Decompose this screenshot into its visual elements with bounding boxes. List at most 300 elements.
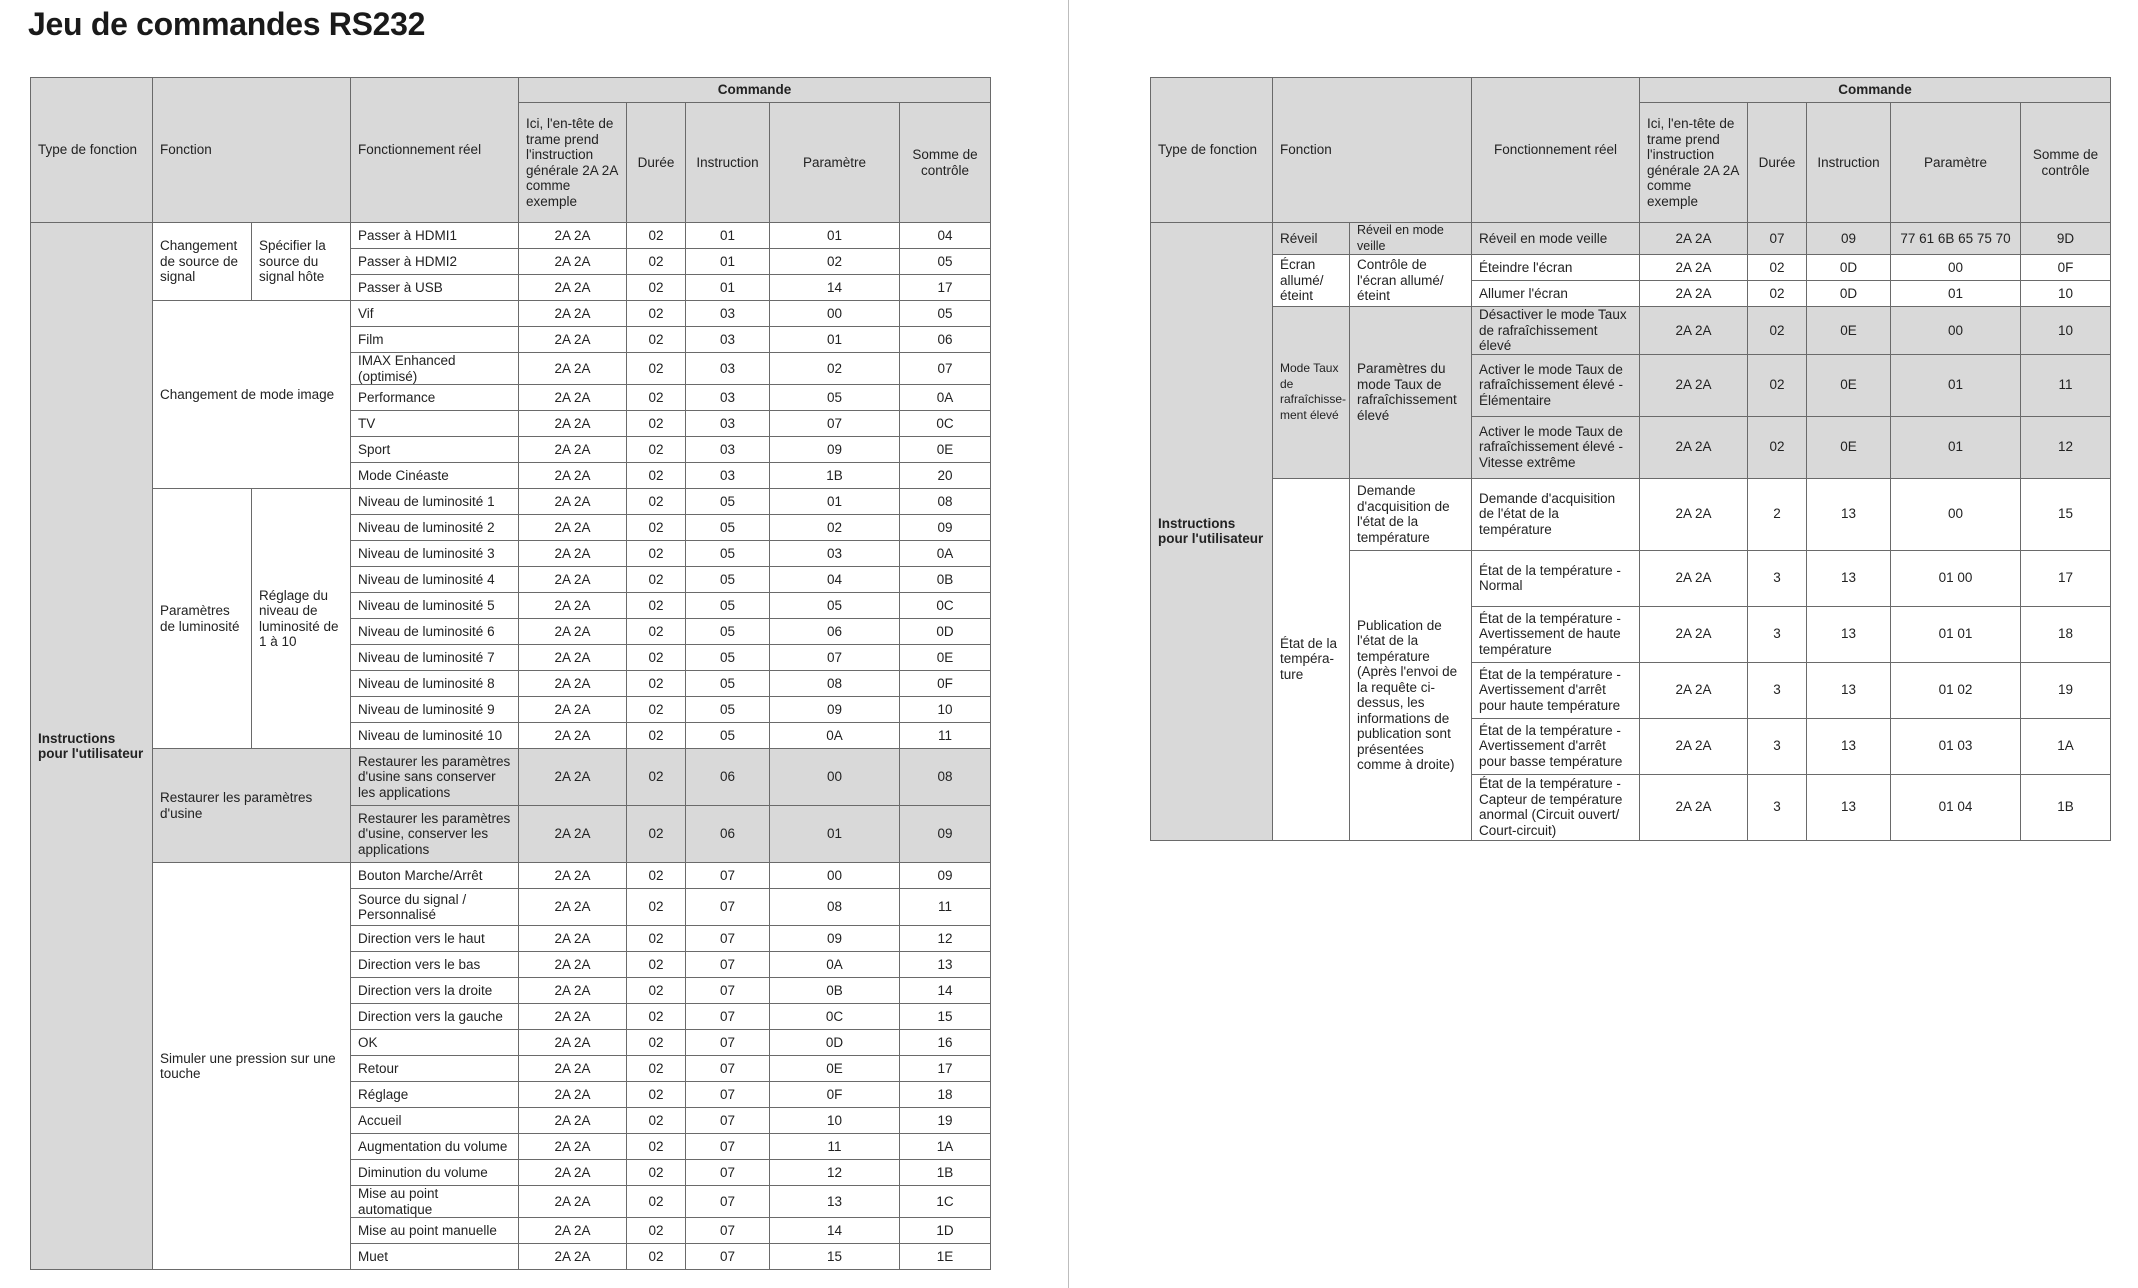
parameter-cell: 01 — [770, 327, 900, 353]
checksum-cell: 0C — [900, 411, 991, 437]
checksum-cell: 15 — [900, 1004, 991, 1030]
duration-cell: 02 — [627, 619, 686, 645]
checksum-cell: 17 — [900, 275, 991, 301]
header-bytes-cell: 2A 2A — [1640, 416, 1748, 478]
duration-cell: 02 — [627, 385, 686, 411]
operation-cell: Passer à HDMI2 — [351, 249, 519, 275]
checksum-cell: 05 — [900, 301, 991, 327]
parameter-cell: 0E — [770, 1056, 900, 1082]
function-cell: Réveil — [1273, 223, 1350, 255]
header-commande: Commande — [1640, 78, 2111, 103]
checksum-cell: 1C — [900, 1186, 991, 1218]
operation-cell: Direction vers le bas — [351, 952, 519, 978]
type-cell: Instructions pour l'utilisateur — [31, 223, 153, 1270]
table-row — [31, 749, 991, 806]
function-cell: Restaurer les paramètres d'usine — [153, 749, 351, 863]
instruction-cell: 09 — [1807, 223, 1891, 255]
parameter-cell: 09 — [770, 437, 900, 463]
header-bytes-cell: 2A 2A — [519, 1218, 627, 1244]
parameter-cell: 0A — [770, 723, 900, 749]
parameter-cell: 02 — [770, 353, 900, 385]
operation-cell: Niveau de luminosité 2 — [351, 515, 519, 541]
subfunction-cell: Réveil en mode veille — [1350, 223, 1472, 255]
operation-cell: Direction vers la droite — [351, 978, 519, 1004]
checksum-cell: 20 — [900, 463, 991, 489]
header-bytes-cell: 2A 2A — [1640, 662, 1748, 718]
checksum-cell: 1D — [900, 1218, 991, 1244]
duration-cell: 02 — [627, 645, 686, 671]
header-bytes-cell: 2A 2A — [519, 806, 627, 863]
checksum-cell: 12 — [900, 926, 991, 952]
parameter-cell: 0D — [770, 1030, 900, 1056]
parameter-cell: 01 — [1891, 354, 2021, 416]
duration-cell: 02 — [627, 1218, 686, 1244]
checksum-cell: 0A — [900, 541, 991, 567]
parameter-cell: 00 — [1891, 255, 2021, 281]
checksum-cell: 11 — [900, 889, 991, 926]
operation-cell: Demande d'acquisition de l'état de la température — [1472, 478, 1640, 550]
subfunction-cell: Contrôle de l'écran allumé/éteint — [1350, 255, 1472, 307]
instruction-cell: 13 — [1807, 662, 1891, 718]
duration-cell: 07 — [1748, 223, 1807, 255]
header-bytes-cell: 2A 2A — [519, 1004, 627, 1030]
parameter-cell: 02 — [770, 515, 900, 541]
header-bytes-cell: 2A 2A — [519, 671, 627, 697]
parameter-cell: 07 — [770, 645, 900, 671]
instruction-cell: 0E — [1807, 354, 1891, 416]
duration-cell: 2 — [1748, 478, 1807, 550]
parameter-cell: 01 00 — [1891, 550, 2021, 606]
instruction-cell: 05 — [686, 671, 770, 697]
parameter-cell: 01 04 — [1891, 774, 2021, 840]
operation-cell: IMAX Enhanced (optimisé) — [351, 353, 519, 385]
parameter-cell: 01 01 — [1891, 606, 2021, 662]
function-cell: Écran allumé/ éteint — [1273, 255, 1350, 307]
header-bytes-cell: 2A 2A — [519, 697, 627, 723]
duration-cell: 02 — [1748, 354, 1807, 416]
header-type: Type de fonction — [1151, 78, 1273, 223]
header-duree: Durée — [1748, 103, 1807, 223]
checksum-cell: 0D — [900, 619, 991, 645]
operation-cell: Retour — [351, 1056, 519, 1082]
parameter-cell: 0B — [770, 978, 900, 1004]
header-duree: Durée — [627, 103, 686, 223]
subfunction-cell: Demande d'acquisition de l'état de la température — [1350, 478, 1472, 550]
operation-cell: Source du signal / Personnalisé — [351, 889, 519, 926]
parameter-cell: 01 03 — [1891, 718, 2021, 774]
header-bytes-cell: 2A 2A — [519, 489, 627, 515]
header-bytes-cell: 2A 2A — [519, 249, 627, 275]
parameter-cell: 00 — [770, 301, 900, 327]
duration-cell: 02 — [627, 411, 686, 437]
duration-cell: 02 — [627, 515, 686, 541]
header-bytes-cell: 2A 2A — [519, 1134, 627, 1160]
parameter-cell: 13 — [770, 1186, 900, 1218]
parameter-cell: 15 — [770, 1244, 900, 1270]
table-row — [31, 863, 991, 889]
header-bytes-cell: 2A 2A — [1640, 718, 1748, 774]
duration-cell: 02 — [627, 1004, 686, 1030]
instruction-cell: 01 — [686, 249, 770, 275]
header-bytes-cell: 2A 2A — [519, 353, 627, 385]
instruction-cell: 07 — [686, 889, 770, 926]
instruction-cell: 03 — [686, 301, 770, 327]
checksum-cell: 1E — [900, 1244, 991, 1270]
checksum-cell: 1A — [900, 1134, 991, 1160]
header-bytes-cell: 2A 2A — [519, 952, 627, 978]
parameter-cell: 01 — [1891, 281, 2021, 307]
table-row — [31, 301, 991, 327]
instruction-cell: 03 — [686, 437, 770, 463]
instruction-cell: 07 — [686, 1218, 770, 1244]
duration-cell: 02 — [627, 1030, 686, 1056]
table-row — [1151, 223, 2111, 255]
instruction-cell: 07 — [686, 1108, 770, 1134]
duration-cell: 02 — [1748, 255, 1807, 281]
header-bytes-cell: 2A 2A — [519, 1244, 627, 1270]
duration-cell: 02 — [1748, 281, 1807, 307]
duration-cell: 02 — [1748, 416, 1807, 478]
header-bytes-cell: 2A 2A — [519, 463, 627, 489]
type-cell: Instructions pour l'utilisateur — [1151, 223, 1273, 841]
instruction-cell: 05 — [686, 593, 770, 619]
header-bytes-cell: 2A 2A — [519, 437, 627, 463]
header-bytes-cell: 2A 2A — [519, 275, 627, 301]
header-bytes-cell: 2A 2A — [519, 541, 627, 567]
checksum-cell: 0F — [2021, 255, 2111, 281]
command-table-left — [30, 77, 991, 1270]
checksum-cell: 16 — [900, 1030, 991, 1056]
duration-cell: 02 — [627, 567, 686, 593]
header-bytes-cell: 2A 2A — [519, 978, 627, 1004]
header-fonction: Fonction — [1273, 78, 1472, 223]
duration-cell: 02 — [627, 1134, 686, 1160]
parameter-cell: 01 — [1891, 416, 2021, 478]
instruction-cell: 13 — [1807, 774, 1891, 840]
instruction-cell: 07 — [686, 926, 770, 952]
instruction-cell: 01 — [686, 275, 770, 301]
instruction-cell: 0E — [1807, 307, 1891, 355]
header-bytes-cell: 2A 2A — [1640, 281, 1748, 307]
operation-cell: Bouton Marche/Arrêt — [351, 863, 519, 889]
operation-cell: Niveau de luminosité 1 — [351, 489, 519, 515]
header-somme: Somme de contrôle — [2021, 103, 2111, 223]
subfunction-cell: Paramètres du mode Taux de rafraîchissement élevé — [1350, 307, 1472, 479]
instruction-cell: 03 — [686, 385, 770, 411]
checksum-cell: 17 — [900, 1056, 991, 1082]
operation-cell: État de la température - Avertissement d'arrêt pour haute température — [1472, 662, 1640, 718]
header-bytes-cell: 2A 2A — [519, 327, 627, 353]
operation-cell: Mise au point manuelle — [351, 1218, 519, 1244]
duration-cell: 02 — [627, 952, 686, 978]
checksum-cell: 12 — [2021, 416, 2111, 478]
header-bytes-cell: 2A 2A — [519, 1186, 627, 1218]
header-bytes-cell: 2A 2A — [519, 863, 627, 889]
checksum-cell: 10 — [2021, 307, 2111, 355]
duration-cell: 02 — [627, 541, 686, 567]
operation-cell: Niveau de luminosité 4 — [351, 567, 519, 593]
function-cell: Mode Taux de rafraîchisse- ment élevé — [1273, 307, 1350, 479]
parameter-cell: 00 — [770, 863, 900, 889]
instruction-cell: 05 — [686, 541, 770, 567]
operation-cell: Niveau de luminosité 8 — [351, 671, 519, 697]
parameter-cell: 00 — [1891, 478, 2021, 550]
parameter-cell: 07 — [770, 411, 900, 437]
duration-cell: 02 — [627, 806, 686, 863]
checksum-cell: 10 — [2021, 281, 2111, 307]
operation-cell: Mode Cinéaste — [351, 463, 519, 489]
header-bytes-cell: 2A 2A — [1640, 774, 1748, 840]
checksum-cell: 1B — [2021, 774, 2111, 840]
header-bytes-cell: 2A 2A — [519, 515, 627, 541]
instruction-cell: 07 — [686, 1160, 770, 1186]
header-bytes-cell: 2A 2A — [519, 385, 627, 411]
parameter-cell: 1B — [770, 463, 900, 489]
instruction-cell: 0D — [1807, 281, 1891, 307]
operation-cell: Diminution du volume — [351, 1160, 519, 1186]
header-bytes-cell: 2A 2A — [1640, 223, 1748, 255]
checksum-cell: 07 — [900, 353, 991, 385]
duration-cell: 02 — [627, 889, 686, 926]
header-bytes-cell: 2A 2A — [519, 926, 627, 952]
checksum-cell: 9D — [2021, 223, 2111, 255]
instruction-cell: 05 — [686, 645, 770, 671]
subfunction-cell: Publication de l'état de la température (Après l'envoi de la requête ci-dessus, les informations de publication sont présentées comme à droite) — [1350, 550, 1472, 840]
checksum-cell: 10 — [900, 697, 991, 723]
duration-cell: 02 — [627, 1082, 686, 1108]
operation-cell: Augmentation du volume — [351, 1134, 519, 1160]
checksum-cell: 19 — [900, 1108, 991, 1134]
checksum-cell: 11 — [900, 723, 991, 749]
instruction-cell: 07 — [686, 952, 770, 978]
header-reel: Fonctionnement réel — [1472, 78, 1640, 223]
parameter-cell: 01 — [770, 223, 900, 249]
header-parametre: Paramètre — [1891, 103, 2021, 223]
checksum-cell: 08 — [900, 489, 991, 515]
header-instruction: Instruction — [686, 103, 770, 223]
checksum-cell: 18 — [900, 1082, 991, 1108]
instruction-cell: 03 — [686, 463, 770, 489]
page-divider — [1068, 0, 1069, 1288]
operation-cell: Niveau de luminosité 10 — [351, 723, 519, 749]
operation-cell: Activer le mode Taux de rafraîchissement élevé - Élémentaire — [1472, 354, 1640, 416]
table-row — [31, 489, 991, 515]
checksum-cell: 09 — [900, 515, 991, 541]
instruction-cell: 07 — [686, 978, 770, 1004]
parameter-cell: 06 — [770, 619, 900, 645]
header-bytes-cell: 2A 2A — [519, 411, 627, 437]
parameter-cell: 01 — [770, 806, 900, 863]
duration-cell: 02 — [627, 749, 686, 806]
duration-cell: 02 — [627, 1056, 686, 1082]
header-bytes-cell: 2A 2A — [519, 1108, 627, 1134]
header-bytes-cell: 2A 2A — [519, 593, 627, 619]
operation-cell: Niveau de luminosité 7 — [351, 645, 519, 671]
header-bytes-cell: 2A 2A — [519, 1056, 627, 1082]
duration-cell: 02 — [627, 1186, 686, 1218]
checksum-cell: 06 — [900, 327, 991, 353]
parameter-cell: 08 — [770, 671, 900, 697]
instruction-cell: 07 — [686, 1004, 770, 1030]
table-row — [31, 223, 991, 249]
duration-cell: 02 — [627, 978, 686, 1004]
checksum-cell: 05 — [900, 249, 991, 275]
parameter-cell: 14 — [770, 1218, 900, 1244]
operation-cell: Mise au point automatique — [351, 1186, 519, 1218]
instruction-cell: 06 — [686, 806, 770, 863]
instruction-cell: 0D — [1807, 255, 1891, 281]
header-bytes-cell: 2A 2A — [519, 645, 627, 671]
checksum-cell: 1B — [900, 1160, 991, 1186]
duration-cell: 02 — [627, 275, 686, 301]
header-bytes-cell: 2A 2A — [1640, 606, 1748, 662]
instruction-cell: 03 — [686, 353, 770, 385]
instruction-cell: 07 — [686, 1186, 770, 1218]
header-entete: Ici, l'en-tête de trame prend l'instruction générale 2A 2A comme exemple — [1640, 103, 1748, 223]
header-bytes-cell: 2A 2A — [519, 723, 627, 749]
instruction-cell: 07 — [686, 1056, 770, 1082]
checksum-cell: 08 — [900, 749, 991, 806]
header-bytes-cell: 2A 2A — [1640, 550, 1748, 606]
instruction-cell: 13 — [1807, 606, 1891, 662]
checksum-cell: 17 — [2021, 550, 2111, 606]
parameter-cell: 0A — [770, 952, 900, 978]
operation-cell: Passer à HDMI1 — [351, 223, 519, 249]
instruction-cell: 05 — [686, 567, 770, 593]
duration-cell: 02 — [627, 301, 686, 327]
duration-cell: 02 — [627, 353, 686, 385]
duration-cell: 02 — [627, 863, 686, 889]
header-fonction: Fonction — [153, 78, 351, 223]
duration-cell: 02 — [627, 223, 686, 249]
parameter-cell: 00 — [770, 749, 900, 806]
checksum-cell: 09 — [900, 806, 991, 863]
parameter-cell: 00 — [1891, 307, 2021, 355]
table-row — [1151, 255, 2111, 281]
header-bytes-cell: 2A 2A — [519, 223, 627, 249]
parameter-cell: 12 — [770, 1160, 900, 1186]
operation-cell: Restaurer les paramètres d'usine sans conserver les applications — [351, 749, 519, 806]
instruction-cell: 13 — [1807, 550, 1891, 606]
operation-cell: État de la température - Capteur de température anormal (Circuit ouvert/ Court-circuit) — [1472, 774, 1640, 840]
duration-cell: 02 — [627, 327, 686, 353]
checksum-cell: 0C — [900, 593, 991, 619]
parameter-cell: 11 — [770, 1134, 900, 1160]
operation-cell: Accueil — [351, 1108, 519, 1134]
duration-cell: 3 — [1748, 606, 1807, 662]
header-bytes-cell: 2A 2A — [519, 567, 627, 593]
parameter-cell: 05 — [770, 593, 900, 619]
duration-cell: 02 — [627, 1108, 686, 1134]
duration-cell: 02 — [627, 1244, 686, 1270]
header-reel: Fonctionnement réel — [351, 78, 519, 223]
instruction-cell: 13 — [1807, 478, 1891, 550]
checksum-cell: 19 — [2021, 662, 2111, 718]
header-bytes-cell: 2A 2A — [519, 1030, 627, 1056]
checksum-cell: 0A — [900, 385, 991, 411]
operation-cell: TV — [351, 411, 519, 437]
instruction-cell: 06 — [686, 749, 770, 806]
header-entete: Ici, l'en-tête de trame prend l'instruction générale 2A 2A comme exemple — [519, 103, 627, 223]
header-bytes-cell: 2A 2A — [519, 1082, 627, 1108]
parameter-cell: 0C — [770, 1004, 900, 1030]
instruction-cell: 01 — [686, 223, 770, 249]
parameter-cell: 01 — [770, 489, 900, 515]
parameter-cell: 01 02 — [1891, 662, 2021, 718]
instruction-cell: 03 — [686, 411, 770, 437]
function-cell: État de la tempéra- ture — [1273, 478, 1350, 840]
operation-cell: OK — [351, 1030, 519, 1056]
operation-cell: Allumer l'écran — [1472, 281, 1640, 307]
checksum-cell: 11 — [2021, 354, 2111, 416]
operation-cell: État de la température - Avertissement de haute température — [1472, 606, 1640, 662]
header-bytes-cell: 2A 2A — [519, 1160, 627, 1186]
operation-cell: Direction vers le haut — [351, 926, 519, 952]
operation-cell: Activer le mode Taux de rafraîchissement élevé - Vitesse extrême — [1472, 416, 1640, 478]
duration-cell: 3 — [1748, 662, 1807, 718]
checksum-cell: 09 — [900, 863, 991, 889]
duration-cell: 02 — [627, 723, 686, 749]
header-instruction: Instruction — [1807, 103, 1891, 223]
instruction-cell: 05 — [686, 697, 770, 723]
parameter-cell: 05 — [770, 385, 900, 411]
checksum-cell: 1A — [2021, 718, 2111, 774]
parameter-cell: 02 — [770, 249, 900, 275]
table-row — [1151, 478, 2111, 550]
header-bytes-cell: 2A 2A — [519, 301, 627, 327]
checksum-cell: 04 — [900, 223, 991, 249]
duration-cell: 3 — [1748, 774, 1807, 840]
header-commande: Commande — [519, 78, 991, 103]
instruction-cell: 13 — [1807, 718, 1891, 774]
operation-cell: Réglage — [351, 1082, 519, 1108]
operation-cell: Performance — [351, 385, 519, 411]
instruction-cell: 05 — [686, 489, 770, 515]
parameter-cell: 03 — [770, 541, 900, 567]
operation-cell: Éteindre l'écran — [1472, 255, 1640, 281]
header-bytes-cell: 2A 2A — [519, 749, 627, 806]
operation-cell: Film — [351, 327, 519, 353]
duration-cell: 3 — [1748, 550, 1807, 606]
operation-cell: Passer à USB — [351, 275, 519, 301]
function-cell: Simuler une pression sur une touche — [153, 863, 351, 1270]
instruction-cell: 05 — [686, 515, 770, 541]
parameter-cell: 09 — [770, 926, 900, 952]
instruction-cell: 05 — [686, 619, 770, 645]
parameter-cell: 10 — [770, 1108, 900, 1134]
instruction-cell: 07 — [686, 863, 770, 889]
operation-cell: Direction vers la gauche — [351, 1004, 519, 1030]
checksum-cell: 13 — [900, 952, 991, 978]
operation-cell: Restaurer les paramètres d'usine, conserver les applications — [351, 806, 519, 863]
duration-cell: 02 — [627, 671, 686, 697]
duration-cell: 02 — [627, 489, 686, 515]
checksum-cell: 0F — [900, 671, 991, 697]
operation-cell: Vif — [351, 301, 519, 327]
instruction-cell: 0E — [1807, 416, 1891, 478]
operation-cell: Réveil en mode veille — [1472, 223, 1640, 255]
parameter-cell: 09 — [770, 697, 900, 723]
header-parametre: Paramètre — [770, 103, 900, 223]
duration-cell: 3 — [1748, 718, 1807, 774]
instruction-cell: 05 — [686, 723, 770, 749]
operation-cell: Sport — [351, 437, 519, 463]
duration-cell: 02 — [627, 697, 686, 723]
duration-cell: 02 — [1748, 307, 1807, 355]
operation-cell: État de la température - Normal — [1472, 550, 1640, 606]
subfunction-cell: Spécifier la source du signal hôte — [252, 223, 351, 301]
function-cell: Changement de source de signal — [153, 223, 252, 301]
